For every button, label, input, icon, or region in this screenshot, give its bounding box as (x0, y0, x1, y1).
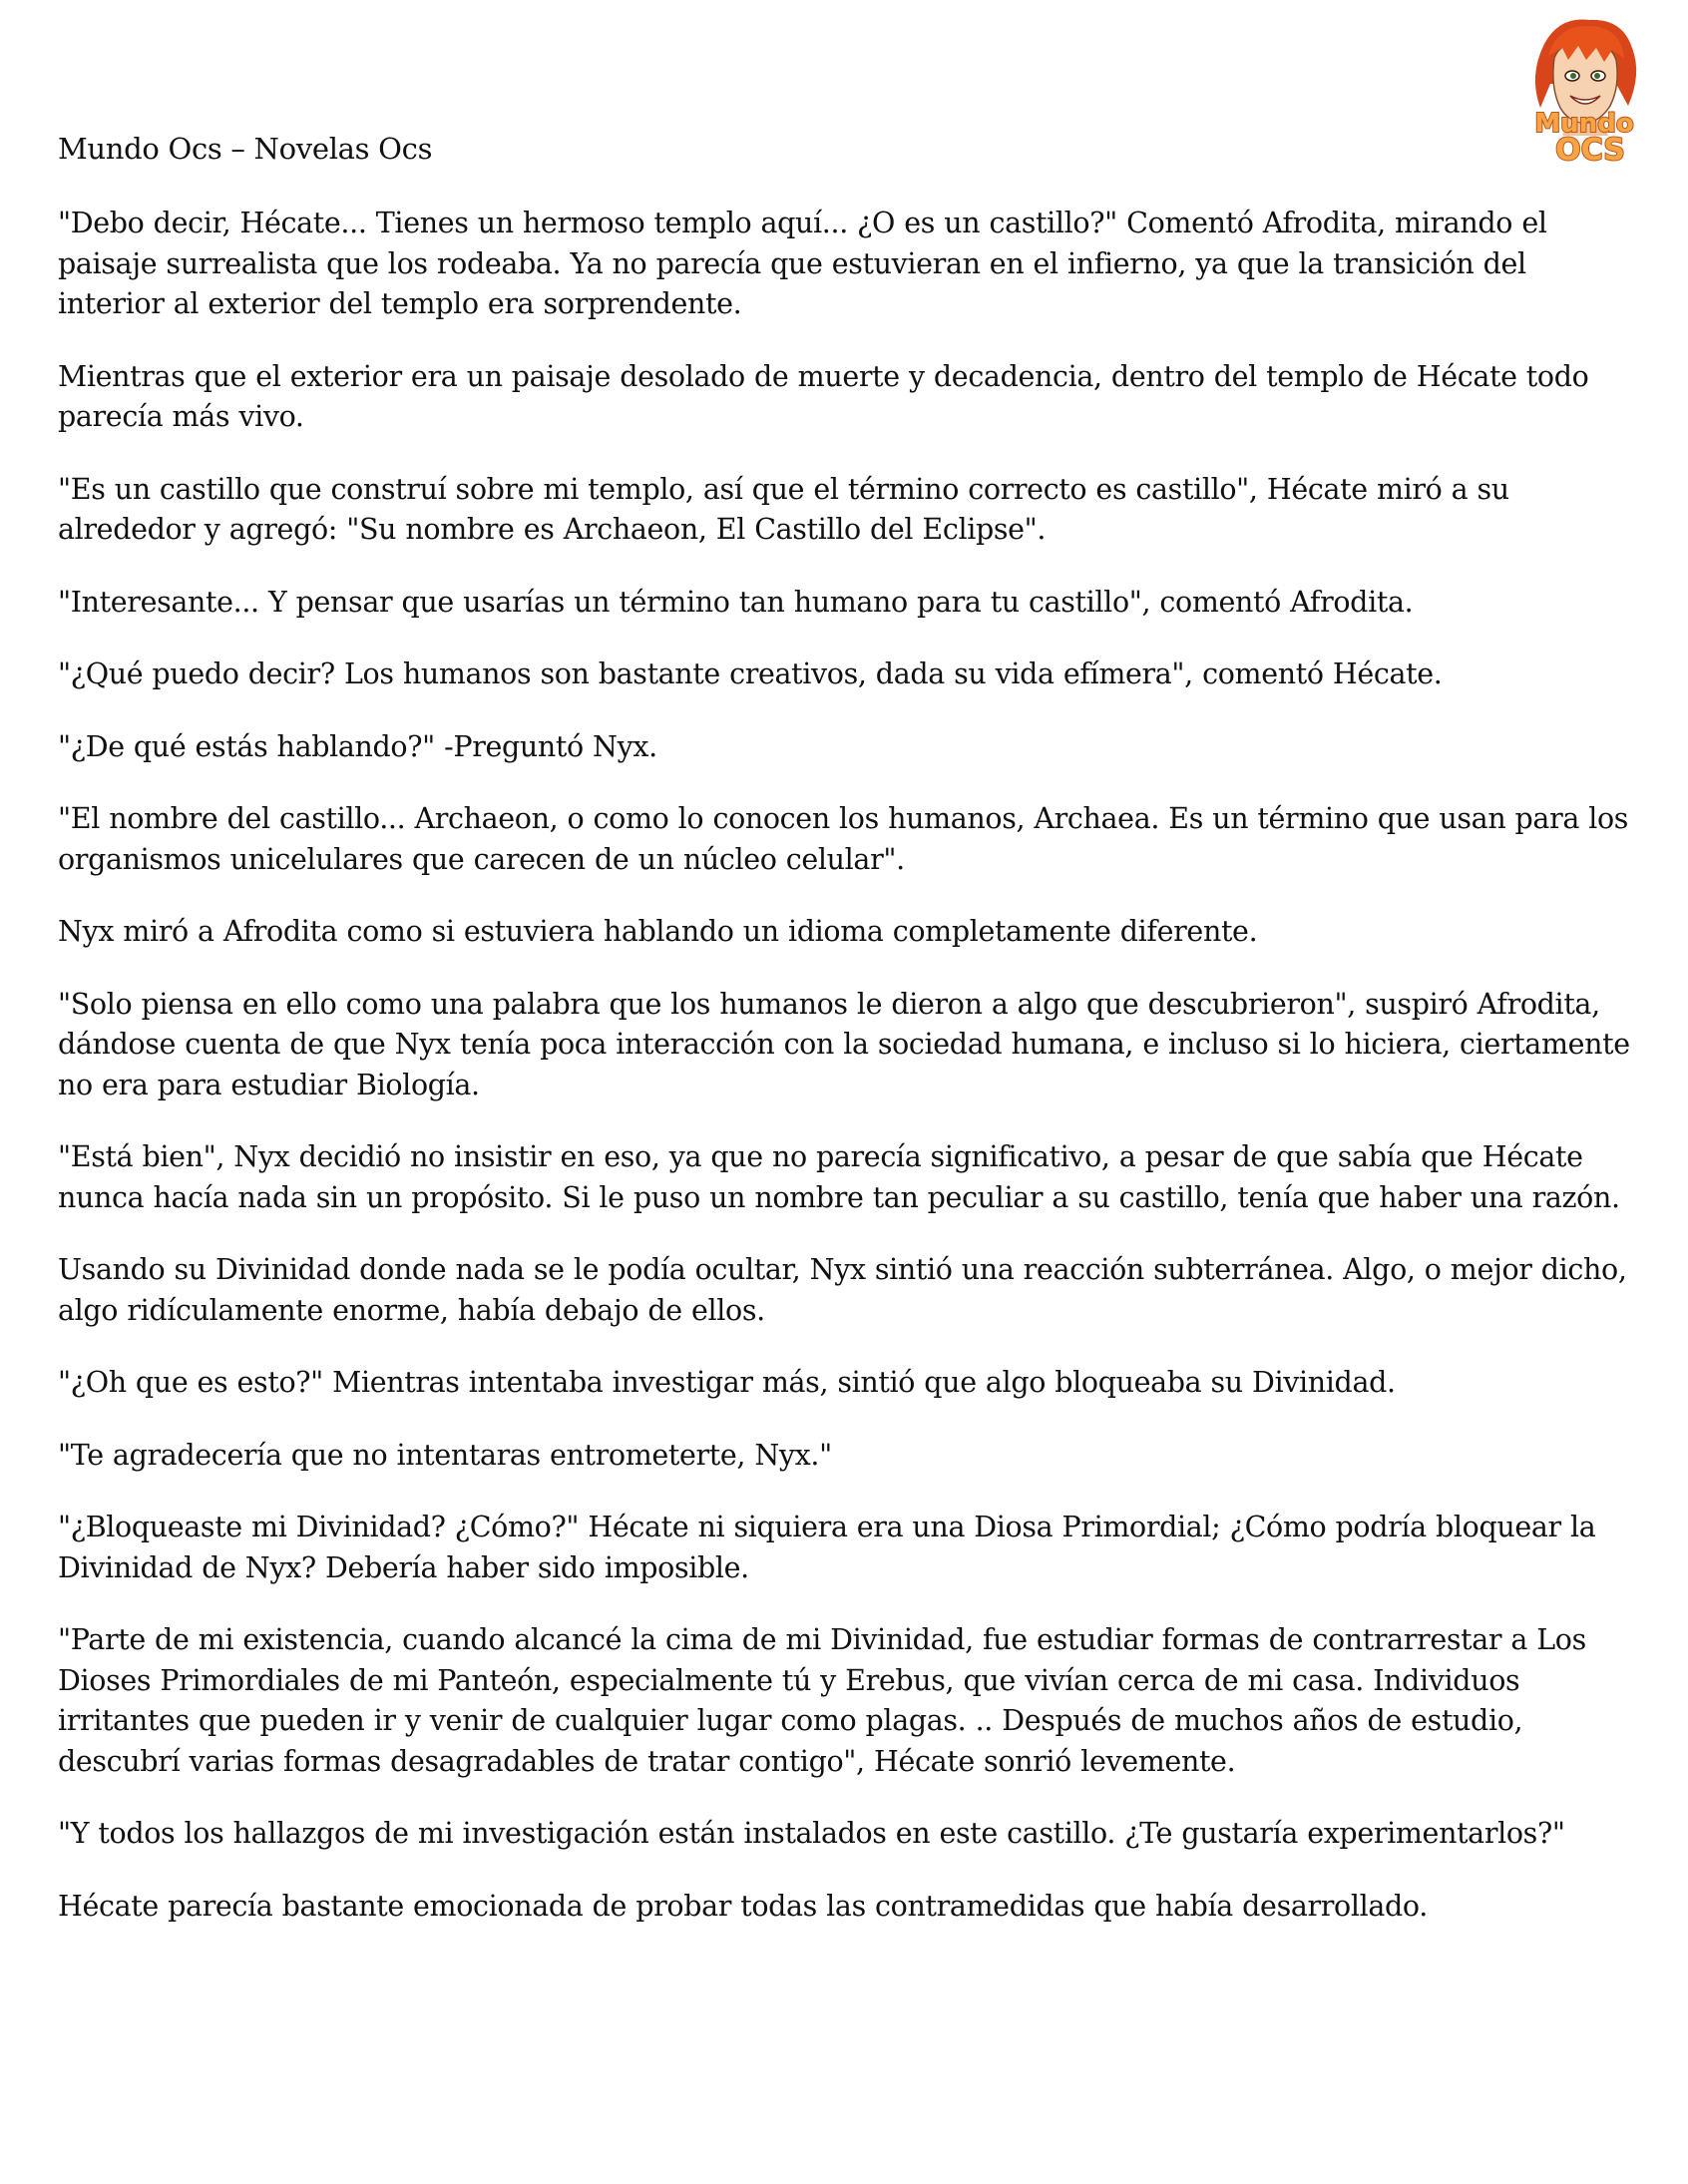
paragraph: "Debo decir, Hécate... Tienes un hermoso templo aquí... ¿O es un castillo?" Comentó Afrodita, mirando el paisaje surrealista que los rodeaba. Ya no parecía que estuvieran en el infierno, ya que la transición del interior al exterior del templo era sorprendente. (58, 207, 1547, 320)
story-text (58, 204, 1639, 1959)
paragraph: Nyx miró a Afrodita como si estuviera hablando un idioma completamente diferente. (58, 915, 1258, 948)
paragraph: "Es un castillo que construí sobre mi templo, así que el término correcto es castillo", Hécate miró a su alrededor y agregó: "Su nombre es Archaeon, El Castillo del Eclipse". (58, 472, 1509, 546)
paragraph: "Solo piensa en ello como una palabra que los humanos le dieron a algo que descubrieron", suspiró Afrodita, dándose cuenta de que Nyx tenía poca interacción con la sociedad humana, e incluso si lo hiciera, ciertamente no era para estudiar Biología. (58, 987, 1630, 1101)
paragraph: "El nombre del castillo... Archaeon, o como lo conocen los humanos, Archaea. Es un término que usan para los organismos unicelulares que carecen de un núcleo celular". (58, 802, 1629, 876)
paragraph: Hécate parecía bastante emocionada de probar todas las contramedidas que había desarrollado. (58, 1889, 1428, 1923)
logo-text-line2: OCS (1555, 133, 1625, 168)
paragraph: "Interesante... Y pensar que usarías un término tan humano para tu castillo", comentó Afrodita. (58, 585, 1414, 619)
mundo-ocs-logo (1504, 14, 1664, 174)
paragraph: "¿Bloqueaste mi Divinidad? ¿Cómo?" Hécate ni siquiera era una Diosa Primordial; ¿Cómo podría bloquear la Divinidad de Nyx? Debería haber sido imposible. (58, 1511, 1596, 1584)
paragraph: "¿Oh que es esto?" Mientras intentaba investigar más, sintió que algo bloqueaba su Divinidad. (58, 1366, 1396, 1399)
paragraph: "¿De qué estás hablando?" -Preguntó Nyx. (58, 729, 657, 763)
paragraph: "Está bien", Nyx decidió no insistir en eso, ya que no parecía significativo, a pesar de que sabía que Hécate nunca hacía nada sin un propósito. Si le puso un nombre tan peculiar a su castillo, tenía que haber una razón. (58, 1140, 1620, 1214)
paragraph: "Parte de mi existencia, cuando alcancé la cima de mi Divinidad, fue estudiar formas de contrarrestar a Los Dioses Primordiales de mi Panteón, especialmente tú y Erebus, que vivían cerca de mi casa. Individuos irritantes que pueden ir y venir de cualquier lugar como plagas. .. Después de muchos años de estudio, descubrí varias formas desagradables de tratar contigo", Hécate sonrió levemente. (58, 1623, 1586, 1778)
site-title: Mundo Ocs – Novelas Ocs (58, 132, 433, 166)
logo-text-line1: Mundo (1534, 109, 1634, 139)
paragraph: "Te agradecería que no intentaras entrometerte, Nyx." (58, 1438, 832, 1472)
paragraph: "¿Qué puedo decir? Los humanos son bastante creativos, dada su vida efímera", comentó Hécate. (58, 657, 1443, 690)
paragraph: "Y todos los hallazgos de mi investigación están instalados en este castillo. ¿Te gustaría experimentarlos?" (58, 1817, 1565, 1850)
paragraph: Usando su Divinidad donde nada se le podía ocultar, Nyx sintió una reacción subterránea. Algo, o mejor dicho, algo ridículamente enorme, había debajo de ellos. (58, 1253, 1627, 1327)
paragraph: Mientras que el exterior era un paisaje desolado de muerte y decadencia, dentro del templo de Hécate todo parecía más vivo. (58, 359, 1589, 433)
